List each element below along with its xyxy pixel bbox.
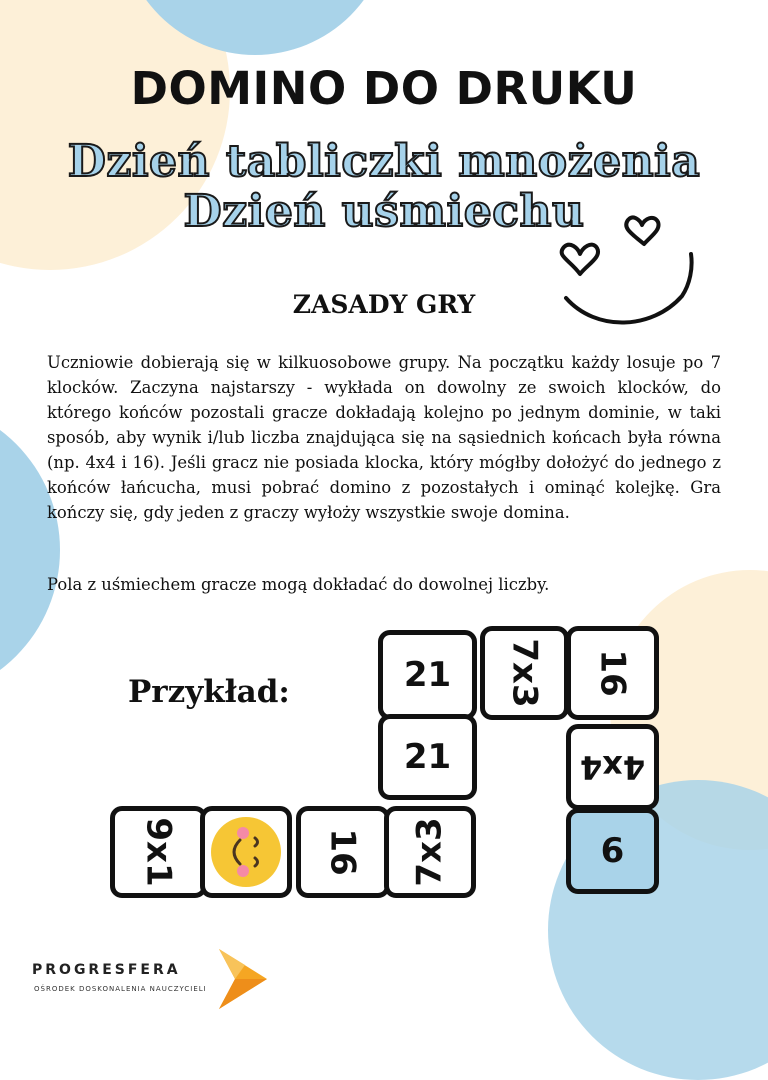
rules-paragraph: Uczniowie dobierają się w kilkuosobowe grupy. Na początku każdy losuje po 7 klocków. Zaczyna najstarszy - wykłada on dowolny ze swoich klocków, do którego końców pozostali gracze dokładają kolejno po jednym dominie, w taki sposób, aby wynik i/lub liczba znajdująca się na sąsiednich końcach była równa (np. 4x4 i 16). Jeśli gracz nie posiada klocka, który mógłby dołożyć do jednego z końców łańcucha, musi pobrać domino z pozostałych i ominąć kolejkę. Gra kończy się, gdy jeden z graczy wyłoży wszystkie swoje domina. — [47, 353, 721, 522]
domino-cell: 21 — [378, 630, 477, 720]
domino-cell: 6 — [566, 808, 659, 894]
domino-cell: 7x3 — [384, 806, 476, 898]
domino-cell: 21 — [378, 714, 477, 800]
domino-cell: 16 — [296, 806, 390, 898]
smiley-face-icon — [209, 815, 283, 889]
domino-cell: 4x4 — [566, 724, 659, 810]
rules-heading: ZASADY GRY — [292, 290, 476, 319]
subtitle-line-2: Dzień uśmiechu — [183, 186, 585, 237]
page-title: DOMINO DO DRUKU — [130, 62, 638, 115]
logo-tagline: OŚRODEK DOSKONALENIA NAUCZYCIELI — [34, 985, 207, 993]
hand-drawn-smiley-icon — [548, 210, 708, 340]
example-label: Przykład: — [128, 674, 290, 710]
subtitle-line-1: Dzień tabliczki mnożenia — [67, 136, 701, 187]
chevron-logo-icon — [215, 947, 271, 1011]
domino-cell: 7x3 — [480, 626, 569, 720]
domino-cell: 16 — [566, 626, 659, 720]
domino-cell: 9x1 — [110, 806, 207, 898]
domino-smiley-cell — [200, 806, 292, 898]
logo-wordmark: PROGRESFERA — [32, 962, 181, 978]
smiley-rule-paragraph: Pola z uśmiechem gracze mogą dokładać do dowolnej liczby. — [47, 575, 550, 594]
